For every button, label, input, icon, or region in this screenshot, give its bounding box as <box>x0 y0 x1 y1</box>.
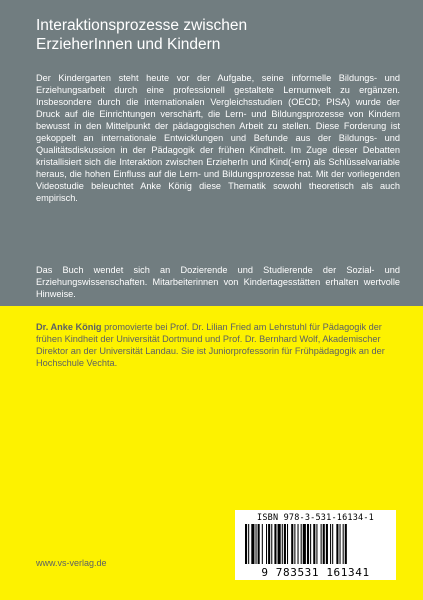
barcode-bar <box>282 524 283 564</box>
barcode-bar <box>256 524 257 564</box>
barcode-bar <box>284 524 286 564</box>
barcode-bar <box>278 524 281 564</box>
barcode-bar <box>303 524 306 564</box>
barcode-bar <box>287 524 288 564</box>
barcode-bar <box>268 524 270 564</box>
barcode-bars <box>245 524 390 564</box>
barcode-bar <box>248 524 249 564</box>
description-paragraph-1: Der Kindergarten steht heute vor der Aufgabe, seine informelle Bildungs- und Erziehungsarbeit durch eine professionell gestaltete Lernumwelt zu ergänzen. Insbesondere durch die internationalen Vergleichsstudien (OECD; PISA) wurde der Druck auf die Einrichtungen verschärft, die Lern- und Bildungsprozesse von Kindern bewusst in den Mittelpunkt der pädagogischen Arbeit zu stellen. Diese Forderung ist gekoppelt an internationale Entwicklungen und Befunde aus der Bildungs- und Qualitätsdiskussion in der Pädagogik der frühen Kindheit. Im Zuge dieser Debatten kristallisiert sich die Interaktion zwischen ErzieherIn und Kind(-ern) als Schlüsselvariable heraus, die hohen Einfluss auf die Lern- und Bildungsprozesse hat. Mit der vorliegenden Videostudie beleuchtet Anke König diese Thematik sowohl theoretisch als auch empirisch. <box>36 73 400 204</box>
barcode-bar <box>301 524 302 564</box>
barcode-bar <box>245 524 247 564</box>
book-title <box>36 16 396 54</box>
book-title-line-2: ErzieherInnen und Kindern <box>36 36 221 53</box>
barcode-bar <box>294 524 295 564</box>
author-name: Dr. Anke König <box>36 322 102 332</box>
barcode-bar <box>271 524 272 564</box>
barcode-bar <box>298 524 299 564</box>
barcode-bar <box>307 524 309 564</box>
barcode-bar <box>316 524 317 564</box>
isbn-label: ISBN 978-3-531-16134-1 <box>257 513 374 523</box>
barcode-bar <box>345 524 347 564</box>
author-bio-text: promovierte bei Prof. Dr. Lilian Fried am Lehrstuhl für Pädagogik der frühen Kindheit der Universität Dortmund und Prof. Dr. Bernhard Wolf, Akademischer Direktor an der Universität Landau. Sie ist Juniorprofessorin für Frühpädagogik an der Hochschule Vechta. <box>36 322 385 368</box>
barcode-bar <box>266 524 267 564</box>
barcode-bar <box>326 524 328 564</box>
description-paragraph-2: Das Buch wendet sich an Dozierende und Studierende der Sozial- und Erziehungswissenschaften. Mitarbeiterinnen von Kindertagesstätten erhalten wertvolle Hinweise. <box>36 265 400 300</box>
barcode-bar <box>332 524 333 564</box>
barcode-bar <box>330 524 331 564</box>
barcode-bar <box>262 524 263 564</box>
barcode-bar <box>274 524 276 564</box>
barcode-bar <box>343 524 344 564</box>
barcode-bar <box>340 524 341 564</box>
barcode-bar <box>291 524 293 564</box>
barcode-bar <box>323 524 325 564</box>
barcode-bar <box>251 524 254 564</box>
ean-digits: 9 783531 161341 <box>261 566 370 579</box>
barcode-bar <box>336 524 338 564</box>
publisher-url: www.vs-verlag.de <box>36 558 107 568</box>
barcode-bar <box>321 524 322 564</box>
barcode-bar <box>313 524 315 564</box>
author-bio <box>36 321 400 369</box>
isbn-barcode <box>235 510 396 580</box>
barcode-bar <box>310 524 311 564</box>
barcode-bar <box>258 524 260 564</box>
book-title-line-1: Interaktionsprozesse zwischen <box>36 17 248 34</box>
